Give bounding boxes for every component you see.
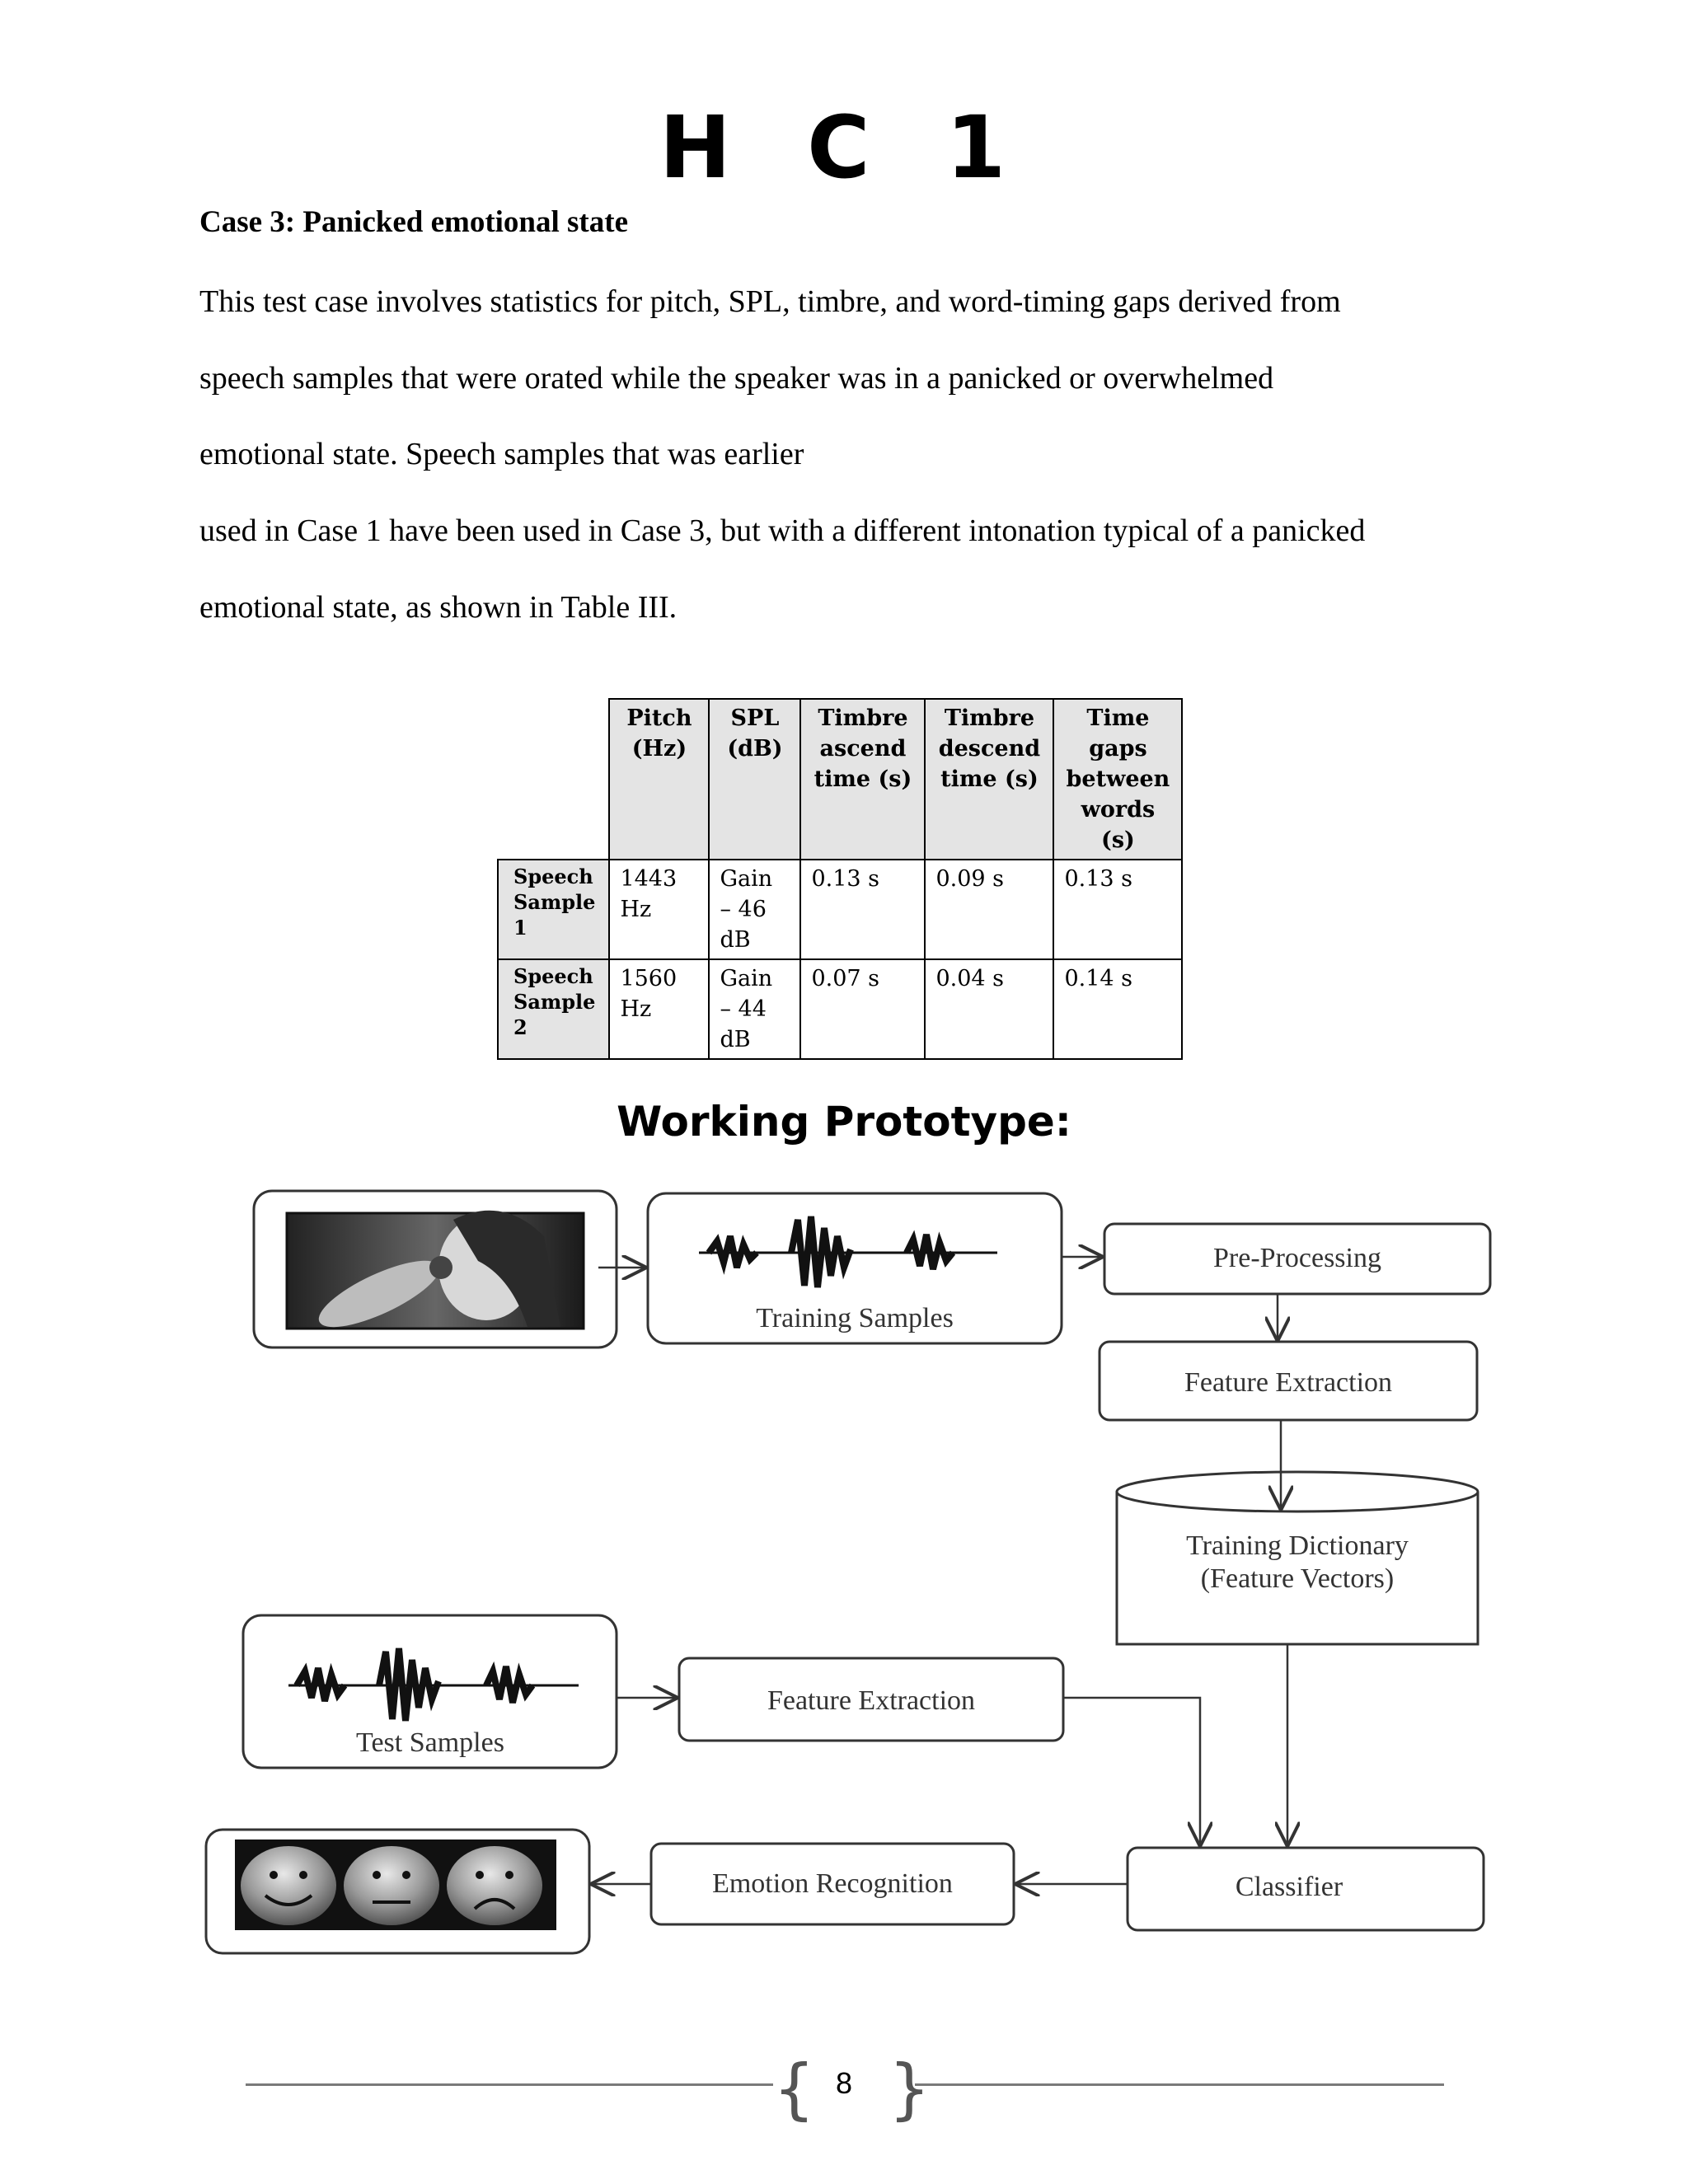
feature-extraction-top-label: Feature Extraction xyxy=(1184,1367,1393,1398)
table-corner-cell xyxy=(498,699,609,860)
paragraph-line: emotional state, as shown in Table III. xyxy=(199,590,678,625)
table-cell: 0.13 s xyxy=(1053,860,1182,959)
table-cell: Gain – 44 dB xyxy=(709,959,800,1059)
working-prototype-heading: Working Prototype: xyxy=(617,1098,1071,1146)
paragraph-line: used in Case 1 have been used in Case 3, but with a different intonation typical of a panicked xyxy=(199,513,1366,548)
table-cell: 0.13 s xyxy=(800,860,925,959)
footer-bracket-right-icon: } xyxy=(889,2050,931,2127)
pre-processing-label: Pre-Processing xyxy=(1213,1243,1381,1273)
sad-face-icon xyxy=(447,1846,542,1925)
emotion-recognition-label: Emotion Recognition xyxy=(712,1868,953,1899)
table-cell: 0.07 s xyxy=(800,959,925,1059)
neutral-face-icon xyxy=(344,1846,439,1925)
prototype-flow-diagram xyxy=(181,1170,1517,1961)
table-header-cell: Time gaps between words (s) xyxy=(1053,699,1182,860)
paragraph-line: speech samples that were orated while the speaker was in a panicked or overwhelmed xyxy=(199,361,1274,396)
table-cell: 0.04 s xyxy=(925,959,1053,1059)
classifier-label: Classifier xyxy=(1235,1872,1343,1902)
training-samples-label: Training Samples xyxy=(756,1303,954,1333)
table-cell: 1560 Hz xyxy=(609,959,709,1059)
table-header-cell: Pitch (Hz) xyxy=(609,699,709,860)
footer-bracket-left-icon: { xyxy=(773,2050,815,2127)
table-cell: Gain – 46 dB xyxy=(709,860,800,959)
arrow-feature-to-classifier xyxy=(1063,1698,1200,1844)
table-row xyxy=(498,959,1182,1059)
table-header-cell: Timbre ascend time (s) xyxy=(800,699,925,860)
paragraph-line: emotional state. Speech samples that was earlier xyxy=(199,437,804,471)
table-header-row xyxy=(498,699,1182,860)
table-row xyxy=(498,860,1182,959)
emotion-faces-box xyxy=(206,1830,589,1953)
table-row-label: Speech Sample 1 xyxy=(498,860,609,959)
speech-stats-table xyxy=(497,698,1183,1060)
table-header-cell: Timbre descend time (s) xyxy=(925,699,1053,860)
feature-extraction-bottom-label: Feature Extraction xyxy=(767,1685,976,1716)
happy-face-icon xyxy=(241,1846,336,1925)
table-cell: 0.09 s xyxy=(925,860,1053,959)
case-heading: Case 3: Panicked emotional state xyxy=(199,205,628,239)
speaker-photo-box xyxy=(254,1191,617,1347)
header-title: H C 1 xyxy=(659,97,1029,198)
table-cell: 0.14 s xyxy=(1053,959,1182,1059)
table-header-cell: SPL (dB) xyxy=(709,699,800,860)
dictionary-label-line1: Training Dictionary xyxy=(1186,1530,1409,1561)
table-cell: 1443 Hz xyxy=(609,860,709,959)
paragraph-line: This test case involves statistics for pitch, SPL, timbre, and word-timing gaps derived from xyxy=(199,284,1341,319)
table-row-label: Speech Sample 2 xyxy=(498,959,609,1059)
test-samples-label: Test Samples xyxy=(356,1727,504,1758)
page-number: 8 xyxy=(835,2066,853,2100)
dictionary-label-line2: (Feature Vectors) xyxy=(1200,1563,1395,1594)
